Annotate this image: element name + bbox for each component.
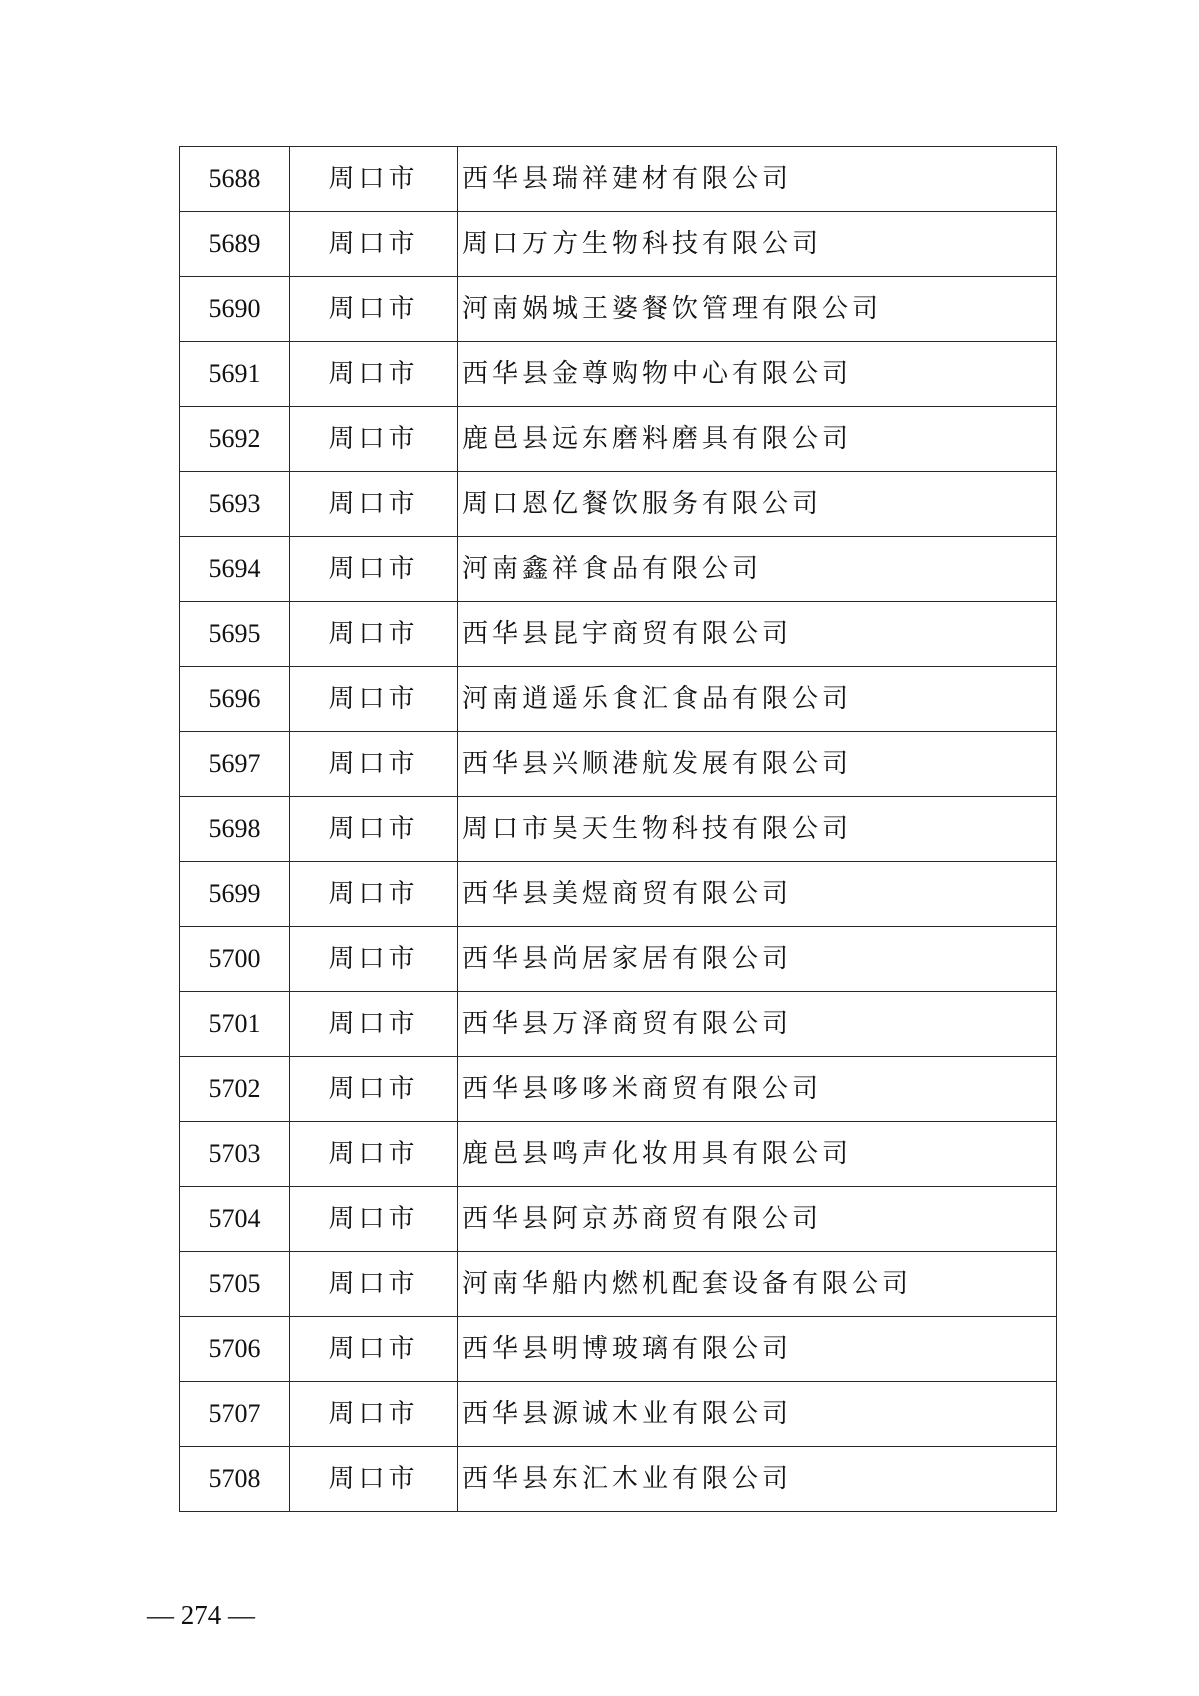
city-cell: 周口市 — [290, 342, 458, 407]
company-name-cell: 西华县万泽商贸有限公司 — [458, 992, 1057, 1057]
company-name-cell: 河南逍遥乐食汇食品有限公司 — [458, 667, 1057, 732]
row-number-cell: 5701 — [180, 992, 290, 1057]
table-row — [180, 1447, 1057, 1512]
city-cell: 周口市 — [290, 1252, 458, 1317]
row-number-cell: 5706 — [180, 1317, 290, 1382]
table-row — [180, 277, 1057, 342]
table-row — [180, 342, 1057, 407]
city-cell: 周口市 — [290, 992, 458, 1057]
city-cell: 周口市 — [290, 147, 458, 212]
table-row — [180, 667, 1057, 732]
company-name-cell: 西华县金尊购物中心有限公司 — [458, 342, 1057, 407]
table-row — [180, 1187, 1057, 1252]
company-name-cell: 河南华船内燃机配套设备有限公司 — [458, 1252, 1057, 1317]
company-name-cell: 西华县源诚木业有限公司 — [458, 1382, 1057, 1447]
city-cell: 周口市 — [290, 472, 458, 537]
table-row — [180, 1252, 1057, 1317]
row-number-cell: 5702 — [180, 1057, 290, 1122]
company-name-cell: 鹿邑县远东磨料磨具有限公司 — [458, 407, 1057, 472]
company-table — [179, 146, 1057, 1512]
row-number-cell: 5699 — [180, 862, 290, 927]
row-number-cell: 5703 — [180, 1122, 290, 1187]
table-row — [180, 602, 1057, 667]
table-row — [180, 1122, 1057, 1187]
city-cell: 周口市 — [290, 1187, 458, 1252]
table-row — [180, 407, 1057, 472]
row-number-cell: 5708 — [180, 1447, 290, 1512]
row-number-cell: 5707 — [180, 1382, 290, 1447]
city-cell: 周口市 — [290, 732, 458, 797]
city-cell: 周口市 — [290, 797, 458, 862]
table-row — [180, 992, 1057, 1057]
table-row — [180, 1057, 1057, 1122]
table-row — [180, 927, 1057, 992]
company-name-cell: 河南鑫祥食品有限公司 — [458, 537, 1057, 602]
city-cell: 周口市 — [290, 277, 458, 342]
city-cell: 周口市 — [290, 1382, 458, 1447]
company-name-cell: 西华县美煜商贸有限公司 — [458, 862, 1057, 927]
row-number-cell: 5700 — [180, 927, 290, 992]
row-number-cell: 5698 — [180, 797, 290, 862]
company-name-cell: 西华县哆哆米商贸有限公司 — [458, 1057, 1057, 1122]
row-number-cell: 5688 — [180, 147, 290, 212]
row-number-cell: 5694 — [180, 537, 290, 602]
city-cell: 周口市 — [290, 1447, 458, 1512]
row-number-cell: 5689 — [180, 212, 290, 277]
city-cell: 周口市 — [290, 1317, 458, 1382]
city-cell: 周口市 — [290, 407, 458, 472]
table-row — [180, 1317, 1057, 1382]
city-cell: 周口市 — [290, 862, 458, 927]
city-cell: 周口市 — [290, 1122, 458, 1187]
company-name-cell: 西华县瑞祥建材有限公司 — [458, 147, 1057, 212]
city-cell: 周口市 — [290, 1057, 458, 1122]
company-name-cell: 西华县阿京苏商贸有限公司 — [458, 1187, 1057, 1252]
company-name-cell: 西华县昆宇商贸有限公司 — [458, 602, 1057, 667]
row-number-cell: 5705 — [180, 1252, 290, 1317]
city-cell: 周口市 — [290, 667, 458, 732]
city-cell: 周口市 — [290, 927, 458, 992]
row-number-cell: 5690 — [180, 277, 290, 342]
table-row — [180, 862, 1057, 927]
page-number: — 274 — — [147, 1600, 255, 1630]
city-cell: 周口市 — [290, 537, 458, 602]
row-number-cell: 5691 — [180, 342, 290, 407]
table-row — [180, 212, 1057, 277]
city-cell: 周口市 — [290, 212, 458, 277]
table-body — [180, 147, 1057, 1512]
table-row — [180, 797, 1057, 862]
company-name-cell: 西华县兴顺港航发展有限公司 — [458, 732, 1057, 797]
row-number-cell: 5696 — [180, 667, 290, 732]
row-number-cell: 5693 — [180, 472, 290, 537]
company-name-cell: 西华县明博玻璃有限公司 — [458, 1317, 1057, 1382]
row-number-cell: 5692 — [180, 407, 290, 472]
table-row — [180, 732, 1057, 797]
company-name-cell: 周口万方生物科技有限公司 — [458, 212, 1057, 277]
company-name-cell: 河南娲城王婆餐饮管理有限公司 — [458, 277, 1057, 342]
company-name-cell: 周口市昊天生物科技有限公司 — [458, 797, 1057, 862]
table-row — [180, 472, 1057, 537]
city-cell: 周口市 — [290, 602, 458, 667]
row-number-cell: 5697 — [180, 732, 290, 797]
table-row — [180, 537, 1057, 602]
row-number-cell: 5695 — [180, 602, 290, 667]
company-name-cell: 周口恩亿餐饮服务有限公司 — [458, 472, 1057, 537]
table-row — [180, 147, 1057, 212]
table-row — [180, 1382, 1057, 1447]
company-name-cell: 西华县尚居家居有限公司 — [458, 927, 1057, 992]
company-name-cell: 西华县东汇木业有限公司 — [458, 1447, 1057, 1512]
row-number-cell: 5704 — [180, 1187, 290, 1252]
company-name-cell: 鹿邑县鸣声化妆用具有限公司 — [458, 1122, 1057, 1187]
